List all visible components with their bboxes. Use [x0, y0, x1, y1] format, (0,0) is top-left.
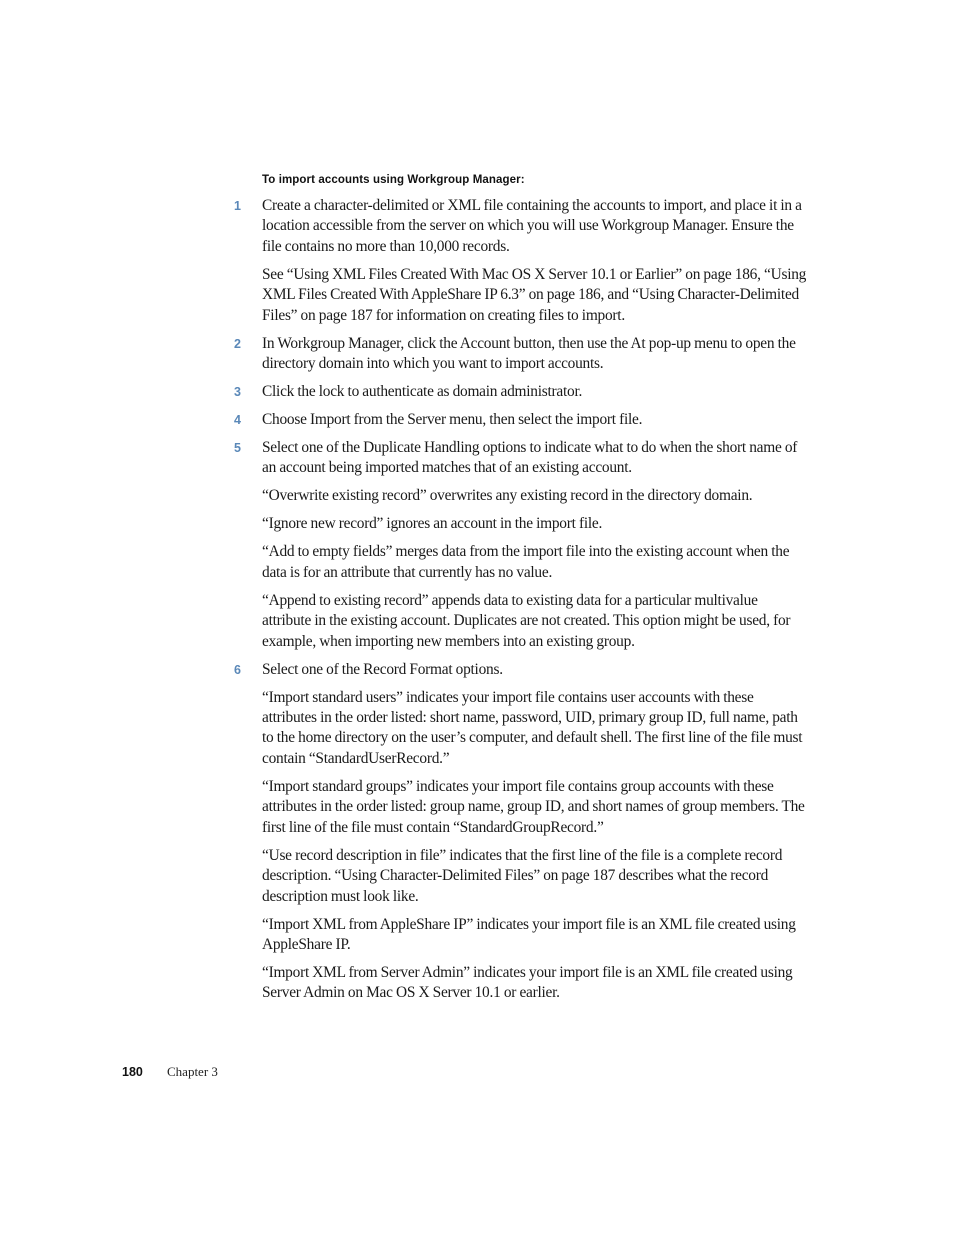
step-1: [234, 196, 807, 257]
step-2: [234, 334, 807, 375]
step-6-note: “Import standard groups” indicates your import file contains group accounts with these attributes in the order listed: group name, group ID, and short names of group members. The first line of the file must contain “StandardGroupRecord.”: [262, 777, 805, 836]
step-number: 5: [234, 441, 241, 456]
procedure-heading: To import accounts using Workgroup Manager:: [262, 174, 525, 186]
step-4: [234, 410, 807, 430]
step-number: 2: [234, 336, 241, 351]
step-text: Select one of the Duplicate Handling options to indicate what to do when the short name of an account being imported matches that of an existing account.: [262, 439, 798, 477]
page-footer: [122, 1064, 218, 1080]
step-number: 4: [234, 413, 241, 428]
step-5: [234, 438, 807, 479]
step-6-note: “Use record description in file” indicates that the first line of the file is a complete record description. “Using Character-Delimited Files” on page 187 describes what the record description must look like.: [262, 846, 783, 905]
chapter-label: Chapter 3: [167, 1064, 218, 1079]
step-6-note: “Import XML from Server Admin” indicates your import file is an XML file created using Server Admin on Mac OS X Server 10.1 or earlier.: [262, 963, 793, 1002]
step-5-note: “Add to empty fields” merges data from the import file into the existing account when the data is for an attribute that currently has no value.: [262, 543, 790, 581]
step-text: Create a character-delimited or XML file containing the accounts to import, and place it in a location accessible from the server on which you will use Workgroup Manager. Ensure the file contains no more than 10,000 records.: [262, 197, 802, 255]
step-text: Choose Import from the Server menu, then select the import file.: [262, 411, 643, 429]
page-number: 180: [122, 1065, 143, 1079]
step-number: 6: [234, 662, 241, 677]
step-5-note: “Ignore new record” ignores an account in the import file.: [262, 515, 603, 533]
step-6-note: “Import standard users” indicates your import file contains user accounts with these attributes in the order listed: short name, password, UID, primary group ID, full name, path to the home directory on the user’s computer, and default shell. The first line of the file must contain “StandardUserRecord.”: [262, 688, 803, 767]
step-text: Click the lock to authenticate as domain administrator.: [262, 383, 583, 401]
step-3: [234, 382, 807, 402]
step-1-note: See “Using XML Files Created With Mac OS X Server 10.1 or Earlier” on page 186, “Using XML Files Created With AppleShare IP 6.3” on page 186, and “Using Character-Delimited Files” on page 187 for information on creating files to import.: [262, 265, 807, 324]
step-text: In Workgroup Manager, click the Account button, then use the At pop-up menu to open the directory domain into which you want to import accounts.: [262, 334, 796, 373]
step-number: 1: [234, 199, 241, 213]
step-6: [234, 660, 807, 680]
step-6-note: “Import XML from AppleShare IP” indicates your import file is an XML file created using AppleShare IP.: [262, 915, 796, 953]
step-5-note: “Append to existing record” appends data to existing data for a particular multivalue attribute in the existing account. Duplicates are not created. This option might be used, for example, when importing new members into an existing group.: [262, 591, 791, 650]
procedure-body: [234, 196, 807, 1011]
step-number: 3: [234, 385, 241, 400]
step-text: Select one of the Record Format options.: [262, 660, 503, 678]
step-5-note: “Overwrite existing record” overwrites any existing record in the directory domain.: [262, 487, 753, 505]
